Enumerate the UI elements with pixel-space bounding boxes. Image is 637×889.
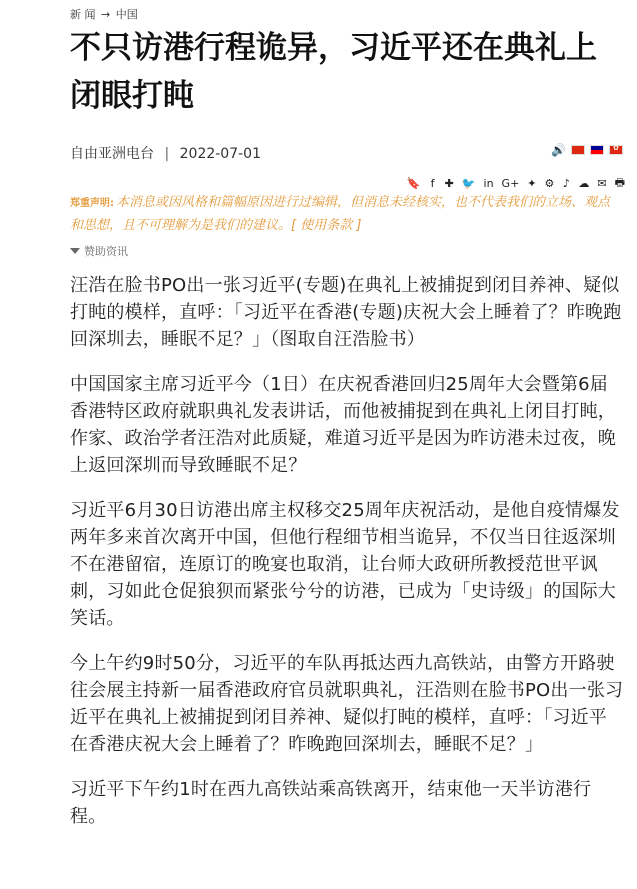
twitter-icon[interactable]: 🐦 [461,177,476,190]
article-body [70,272,625,848]
china-flag-icon[interactable] [571,145,585,155]
email-icon[interactable]: ✉ [597,177,607,190]
cloud-icon[interactable]: ☁ [578,177,590,190]
linkedin-icon[interactable]: in [483,177,494,190]
weibo-icon[interactable]: ✦ [527,177,537,190]
breadcrumb-news-link[interactable]: 新 闻 [70,8,96,21]
paragraph: 习近平下午约1时在西九高铁站乘高铁离开，结束他一天半访港行程。 [70,779,592,827]
caret-down-icon [70,248,80,254]
breadcrumb-arrow: → [101,8,111,21]
article-meta [70,143,261,163]
paragraph: 习近平6月30日访港出席主权移交25周年庆祝活动，是他自疫情爆发两年多来首次离开中国，但他行程细节相当诡异，不仅当日往返深圳不在港留宿，连原订的晚宴也取消，让台师大政研所教授范世平讽刺，习如此仓促狼狈而紧张兮兮的访港，已成为「史诗级」的国际大笑话。 [70,500,620,629]
sponsor-label: 赞助资讯 [84,245,128,258]
bookmark-icon[interactable]: 🔖 [406,177,421,190]
disclaimer [70,192,620,237]
hongkong-flag-icon[interactable] [609,145,623,155]
share-toolbar [407,174,625,193]
paragraph: 中国国家主席习近平今（1日）在庆祝香港回归25周年大会暨第6届香港特区政府就职典礼发表讲话，而他被捕捉到在典礼上闭目打盹，作家、政治学者汪浩对此质疑，难道习近平是因为昨访港未过夜，晚上返回深圳而导致睡眠不足？ [70,374,616,476]
breadcrumb-china-link[interactable]: 中国 [115,8,138,21]
google-plus-icon[interactable]: G+ [501,177,520,190]
breadcrumb [70,6,140,22]
article-source[interactable]: 自由亚洲电台 [70,146,154,162]
meta-separator: | [164,146,170,162]
audio-and-language-bar [551,143,623,157]
add-icon[interactable]: ✚ [444,177,454,190]
article-date: 2022-07-01 [179,146,261,162]
disclaimer-text: 本消息或因风格和篇幅原因进行过编辑，但消息未经核实，也不代表我们的立场、观点和思想，且不可理解为是我们的建议。[ 使用条款 ] [70,195,611,233]
tiktok-icon[interactable]: ♪ [562,177,570,190]
paragraph: 汪浩在脸书PO出一张习近平(专题)在典礼上被捕捉到闭目养神、疑似打盹的模样，直呼：「习近平在香港(专题)庆祝大会上睡着了？昨晚跑回深圳去，睡眠不足？」（图取自汪浩脸书） [70,275,622,350]
article-title: 不只访港行程诡异，习近平还在典礼上闭眼打盹 [70,30,597,114]
taiwan-flag-icon[interactable] [590,145,604,155]
facebook-icon[interactable]: f [430,177,435,190]
settings-icon[interactable]: ⚙ [544,177,555,190]
sponsor-toggle[interactable] [70,243,128,259]
disclaimer-label: 郑重声明: [70,198,114,209]
print-icon[interactable]: 🖶 [614,176,625,189]
paragraph: 今上午约9时50分，习近平的车队再抵达西九高铁站，由警方开路驶往会展主持新一届香港政府官员就职典礼，汪浩则在脸书PO出一张习近平在典礼上被捕捉到闭目养神、疑似打盹的模样，直呼：「习近平在香港庆祝大会上睡着了？昨晚跑回深圳去，睡眠不足？」 [70,653,624,755]
speaker-icon[interactable]: 🔊 [551,143,566,157]
